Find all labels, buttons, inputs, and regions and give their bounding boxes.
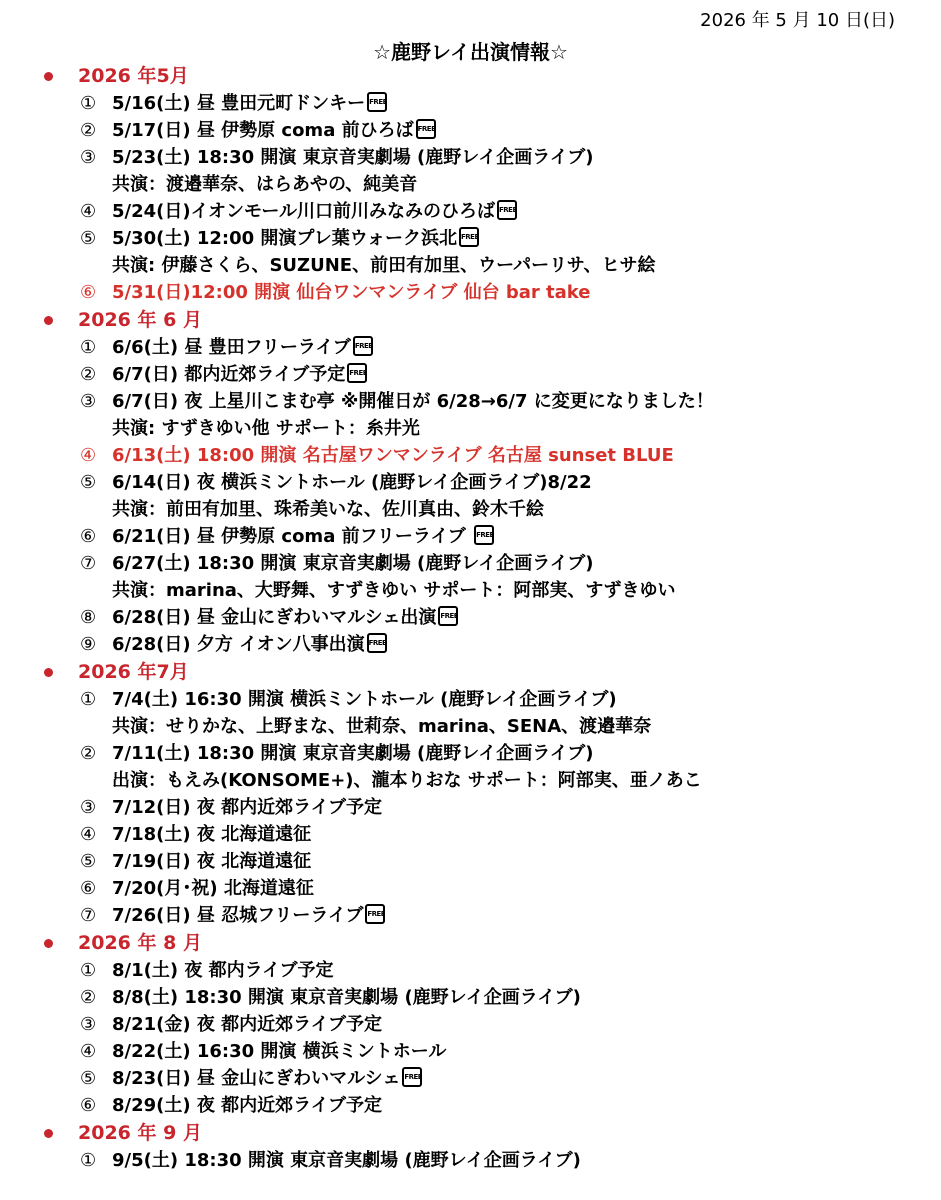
free-badge-icon: FREE xyxy=(438,606,458,626)
event-item xyxy=(0,442,941,469)
event-item xyxy=(0,361,941,388)
event-text: 6/21(日) 昼 伊勢原 coma 前フリーライブ xyxy=(112,526,473,547)
event-line xyxy=(80,821,941,848)
event-line xyxy=(80,334,941,361)
event-text: 5/24(日)イオンモール川口前川みなみのひろば xyxy=(112,201,495,222)
event-performers: 共演: 伊藤さくら、SUZUNE、前田有加里、ウーパーリサ、ヒサ絵 xyxy=(112,255,656,276)
event-number: ⑦ xyxy=(80,553,97,574)
event-item xyxy=(0,631,941,658)
free-badge-icon: FREE xyxy=(367,633,387,653)
month-heading xyxy=(0,1119,941,1147)
event-text: 7/26(日) 昼 忍城フリーライブ xyxy=(112,905,364,926)
event-line xyxy=(80,198,941,225)
event-number: ① xyxy=(80,337,97,358)
event-line xyxy=(80,550,941,577)
month-label: 2026 年5月 xyxy=(78,65,189,87)
event-number: ② xyxy=(80,120,97,141)
month-label: 2026 年 6 月 xyxy=(78,309,202,331)
event-item xyxy=(0,279,941,306)
event-number: ③ xyxy=(80,147,97,168)
event-number: ⑤ xyxy=(80,228,97,249)
free-badge-icon: FREE xyxy=(416,119,436,139)
event-number: ② xyxy=(80,743,97,764)
event-item xyxy=(0,550,941,604)
month-heading xyxy=(0,929,941,957)
event-text: 5/31(日)12:00 開演 仙台ワンマンライブ 仙台 bar take xyxy=(112,282,591,303)
event-line xyxy=(80,442,941,469)
event-item xyxy=(0,334,941,361)
schedule-list xyxy=(0,62,941,1174)
free-badge-icon: FREE xyxy=(367,92,387,112)
event-number: ① xyxy=(80,689,97,710)
event-line xyxy=(80,794,941,821)
event-number: ⑤ xyxy=(80,472,97,493)
event-item xyxy=(0,848,941,875)
event-line xyxy=(80,604,941,631)
event-number: ⑥ xyxy=(80,526,97,547)
event-text: 6/28(日) 夕方 イオン八事出演 xyxy=(112,634,365,655)
event-number: ⑦ xyxy=(80,905,97,926)
event-text: 7/12(日) 夜 都内近郊ライブ予定 xyxy=(112,797,383,818)
event-text: 6/6(土) 昼 豊田フリーライブ xyxy=(112,337,351,358)
event-number: ③ xyxy=(80,391,97,412)
event-item xyxy=(0,686,941,740)
event-line xyxy=(80,279,941,306)
month-label: 2026 年7月 xyxy=(78,661,189,683)
event-number: ③ xyxy=(80,1014,97,1035)
event-number: ④ xyxy=(80,201,97,222)
event-line xyxy=(80,1038,941,1065)
event-line xyxy=(80,957,941,984)
event-text: 8/29(土) 夜 都内近郊ライブ予定 xyxy=(112,1095,383,1116)
event-performers: 共演：前田有加里、珠希美いな、佐川真由、鈴木千絵 xyxy=(112,499,544,520)
bullet-icon xyxy=(44,1129,53,1138)
event-performers: 共演：渡邉華奈、はらあやの、純美音 xyxy=(112,174,418,195)
event-number: ④ xyxy=(80,1041,97,1062)
event-text: 5/30(土) 12:00 開演プレ葉ウォーク浜北 xyxy=(112,228,457,249)
event-number: ⑧ xyxy=(80,607,97,628)
event-text: 5/23(土) 18:30 開演 東京音実劇場 (鹿野レイ企画ライブ) xyxy=(112,147,594,168)
event-text: 6/7(日) 都内近郊ライブ予定 xyxy=(112,364,346,385)
event-item xyxy=(0,1147,941,1174)
event-text: 6/13(土) 18:00 開演 名古屋ワンマンライブ 名古屋 sunset BLUE xyxy=(112,445,674,466)
event-item xyxy=(0,604,941,631)
event-item xyxy=(0,1038,941,1065)
event-line xyxy=(80,1147,941,1174)
event-item xyxy=(0,1065,941,1092)
free-badge-icon: FREE xyxy=(459,227,479,247)
event-line xyxy=(80,686,941,713)
event-item xyxy=(0,144,941,198)
month-label: 2026 年 8 月 xyxy=(78,932,202,954)
month-heading xyxy=(0,306,941,334)
event-performers: 共演：marina、大野舞、すずきゆい サポート：阿部実、すずきゆい xyxy=(112,580,676,601)
event-item xyxy=(0,469,941,523)
event-number: ⑤ xyxy=(80,1068,97,1089)
event-line xyxy=(80,902,941,929)
event-text: 6/14(日) 夜 横浜ミントホール (鹿野レイ企画ライブ)8/22 xyxy=(112,472,592,493)
event-item xyxy=(0,875,941,902)
event-item xyxy=(0,523,941,550)
event-line xyxy=(80,631,941,658)
bullet-icon xyxy=(44,939,53,948)
event-item xyxy=(0,957,941,984)
bullet-icon xyxy=(44,72,53,81)
event-text: 6/7(日) 夜 上星川こまむ亭 ※開催日が 6/28→6/7 に変更になりました！ xyxy=(112,391,714,412)
event-number: ① xyxy=(80,93,97,114)
event-text: 6/27(土) 18:30 開演 東京音実劇場 (鹿野レイ企画ライブ) xyxy=(112,553,594,574)
free-badge-icon: FREE xyxy=(402,1067,422,1087)
event-number: ⑥ xyxy=(80,282,97,303)
event-performers: 出演：もえみ(KONSOME+)、瀧本りおな サポート：阿部実、亜ノあこ xyxy=(112,770,702,791)
event-text: 8/1(土) 夜 都内ライブ予定 xyxy=(112,960,334,981)
event-number: ② xyxy=(80,987,97,1008)
event-text: 7/18(土) 夜 北海道遠征 xyxy=(112,824,312,845)
event-number: ④ xyxy=(80,445,97,466)
free-badge-icon: FREE xyxy=(353,336,373,356)
event-line xyxy=(80,848,941,875)
event-item xyxy=(0,198,941,225)
event-item xyxy=(0,225,941,279)
bullet-icon xyxy=(44,316,53,325)
event-line xyxy=(80,90,941,117)
event-line xyxy=(80,984,941,1011)
event-item xyxy=(0,902,941,929)
event-line xyxy=(80,144,941,171)
event-performers: 共演：せりかな、上野まな、世莉奈、marina、SENA、渡邉華奈 xyxy=(112,716,652,737)
event-line xyxy=(80,875,941,902)
document-title: ☆鹿野レイ出演情報☆ xyxy=(373,40,568,64)
free-badge-icon: FREE xyxy=(474,525,494,545)
event-text: 8/22(土) 16:30 開演 横浜ミントホール xyxy=(112,1041,447,1062)
event-number: ⑨ xyxy=(80,634,97,655)
event-item xyxy=(0,117,941,144)
event-number: ⑥ xyxy=(80,878,97,899)
event-number: ④ xyxy=(80,824,97,845)
free-badge-icon: FREE xyxy=(497,200,517,220)
event-number: ① xyxy=(80,960,97,981)
month-heading xyxy=(0,658,941,686)
free-badge-icon: FREE xyxy=(347,363,367,383)
event-text: 8/8(土) 18:30 開演 東京音実劇場 (鹿野レイ企画ライブ) xyxy=(112,987,581,1008)
event-text: 8/21(金) 夜 都内近郊ライブ予定 xyxy=(112,1014,383,1035)
month-label: 2026 年 9 月 xyxy=(78,1122,202,1144)
event-number: ⑥ xyxy=(80,1095,97,1116)
event-line xyxy=(80,1011,941,1038)
event-line xyxy=(80,523,941,550)
event-line xyxy=(80,1092,941,1119)
free-badge-icon: FREE xyxy=(365,904,385,924)
bullet-icon xyxy=(44,668,53,677)
event-text: 9/5(土) 18:30 開演 東京音実劇場 (鹿野レイ企画ライブ) xyxy=(112,1150,581,1171)
event-item xyxy=(0,740,941,794)
event-text: 7/19(日) 夜 北海道遠征 xyxy=(112,851,312,872)
event-item xyxy=(0,388,941,442)
event-performers: 共演: すずきゆい他 サポート：糸井光 xyxy=(112,418,420,439)
event-text: 6/28(日) 昼 金山にぎわいマルシェ出演 xyxy=(112,607,437,628)
event-text: 5/16(土) 昼 豊田元町ドンキー xyxy=(112,93,366,114)
event-text: 5/17(日) 昼 伊勢原 coma 前ひろば xyxy=(112,120,414,141)
event-line xyxy=(80,117,941,144)
event-item xyxy=(0,1011,941,1038)
event-text: 7/4(土) 16:30 開演 横浜ミントホール (鹿野レイ企画ライブ) xyxy=(112,689,617,710)
event-number: ⑤ xyxy=(80,851,97,872)
event-line xyxy=(80,225,941,252)
event-line xyxy=(80,740,941,767)
event-text: 7/20(月･祝) 北海道遠征 xyxy=(112,878,314,899)
event-item xyxy=(0,90,941,117)
event-line xyxy=(80,1065,941,1092)
event-number: ① xyxy=(80,1150,97,1171)
event-number: ③ xyxy=(80,797,97,818)
event-text: 7/11(土) 18:30 開演 東京音実劇場 (鹿野レイ企画ライブ) xyxy=(112,743,594,764)
event-line xyxy=(80,361,941,388)
event-number: ② xyxy=(80,364,97,385)
document-date: 2026 年 5 月 10 日(日) xyxy=(700,10,895,31)
event-item xyxy=(0,794,941,821)
event-item xyxy=(0,1092,941,1119)
event-item xyxy=(0,821,941,848)
event-line xyxy=(80,469,941,496)
event-item xyxy=(0,984,941,1011)
event-text: 8/23(日) 昼 金山にぎわいマルシェ xyxy=(112,1068,401,1089)
event-line xyxy=(80,388,941,415)
month-heading xyxy=(0,62,941,90)
